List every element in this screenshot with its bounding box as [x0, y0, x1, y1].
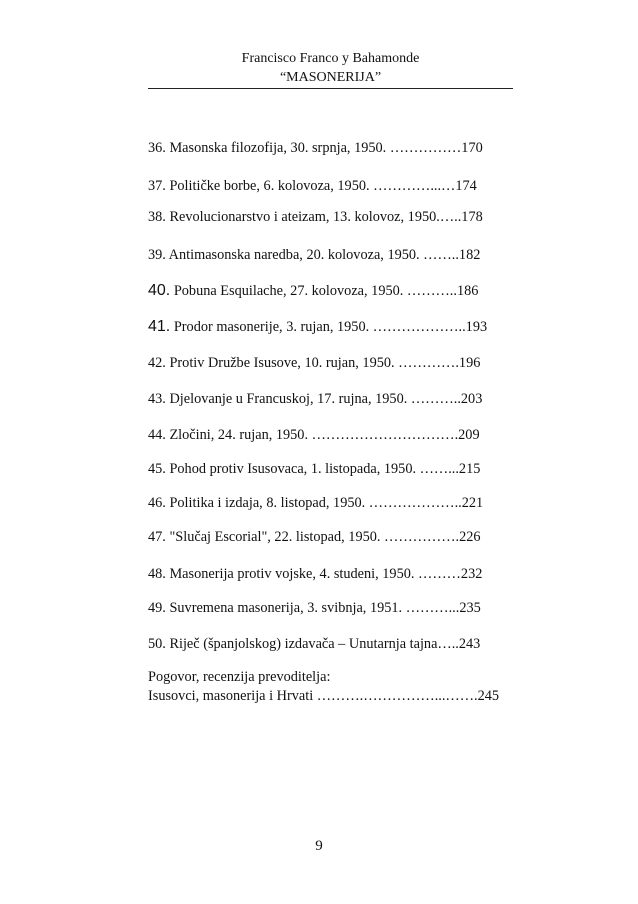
toc-entry-number: 42.: [148, 355, 166, 371]
toc-entry: [148, 281, 513, 301]
toc-entry-text: Suvremena masonerija, 3. svibnja, 1951. ………...235: [169, 600, 481, 616]
toc-entry: [148, 389, 513, 409]
toc-entry: [148, 207, 513, 227]
toc-entry: [148, 459, 513, 479]
toc-entry: [148, 317, 513, 337]
toc-entry-text: Prodor masonerije, 3. rujan, 1950. ………………..193: [173, 319, 488, 335]
header-rule: [148, 88, 513, 89]
toc-entry-number: 47.: [148, 529, 166, 545]
afterword-subtitle: Isusovci, masonerija i Hrvati ……….……………...…….245: [148, 688, 500, 704]
afterword-title: Pogovor, recenzija prevoditelja:: [148, 669, 331, 685]
toc-entry-number: 49.: [148, 600, 166, 616]
toc-entry: [148, 493, 513, 513]
toc-entry-text: Revolucionarstvo i ateizam, 13. kolovoz, 1950.…..178: [169, 209, 483, 225]
toc-entry-text: Političke borbe, 6. kolovoza, 1950. …………...…174: [169, 178, 477, 194]
toc-entry-number: 37.: [148, 178, 166, 194]
toc-entry-text: "Slučaj Escorial", 22. listopad, 1950. …………….226: [169, 529, 481, 545]
toc-entry-number: 46.: [148, 495, 166, 511]
toc-entry-text: Masonska filozofija, 30. srpnja, 1950. ……………170: [169, 140, 483, 156]
toc-entry: [148, 176, 513, 196]
header-author: Francisco Franco y Bahamonde: [241, 51, 420, 66]
toc-entry: [148, 564, 513, 584]
afterword-entry: [148, 668, 513, 706]
toc-entry: [148, 138, 513, 158]
toc-entry-text: Pobuna Esquilache, 27. kolovoza, 1950. ………..186: [173, 283, 479, 299]
toc-entry-number: 44.: [148, 427, 166, 443]
toc-entry-number: 36.: [148, 140, 166, 156]
toc-entry-text: Politika i izdaja, 8. listopad, 1950. ………………..221: [169, 495, 484, 511]
page-number: 9: [315, 838, 323, 854]
toc-entry-text: Djelovanje u Francuskoj, 17. rujna, 1950. ………..203: [169, 391, 483, 407]
toc-entry-number: 40.: [148, 282, 171, 299]
running-header: [148, 49, 513, 87]
toc-entry-text: Pohod protiv Isusovaca, 1. listopada, 1950. ……...215: [169, 461, 481, 477]
toc-entry-number: 39.: [148, 247, 166, 263]
toc-entry-number: 43.: [148, 391, 166, 407]
toc-entry-text: Masonerija protiv vojske, 4. studeni, 1950. ………232: [169, 566, 483, 582]
toc-entry-number: 50.: [148, 636, 166, 652]
toc-entry: [148, 527, 513, 547]
toc-entry-number: 38.: [148, 209, 166, 225]
toc-entry: [148, 598, 513, 618]
toc-entry-number: 45.: [148, 461, 166, 477]
toc-entry: [148, 353, 513, 373]
toc-entry-text: Protiv Družbe Isusove, 10. rujan, 1950. ………….196: [169, 355, 481, 371]
toc-entry-text: Antimasonska naredba, 20. kolovoza, 1950. ……..182: [168, 247, 481, 263]
toc-entry-number: 41.: [148, 318, 171, 335]
header-title: “MASONERIJA”: [279, 70, 382, 85]
toc-entry: [148, 425, 513, 445]
toc-entry: [148, 245, 513, 265]
toc-entry-number: 48.: [148, 566, 166, 582]
toc-entry-text: Zločini, 24. rujan, 1950. ………………………….209: [169, 427, 480, 443]
toc-entry-text: Riječ (španjolskog) izdavača – Unutarnja tajna…..243: [169, 636, 481, 652]
toc-entry: [148, 634, 513, 654]
